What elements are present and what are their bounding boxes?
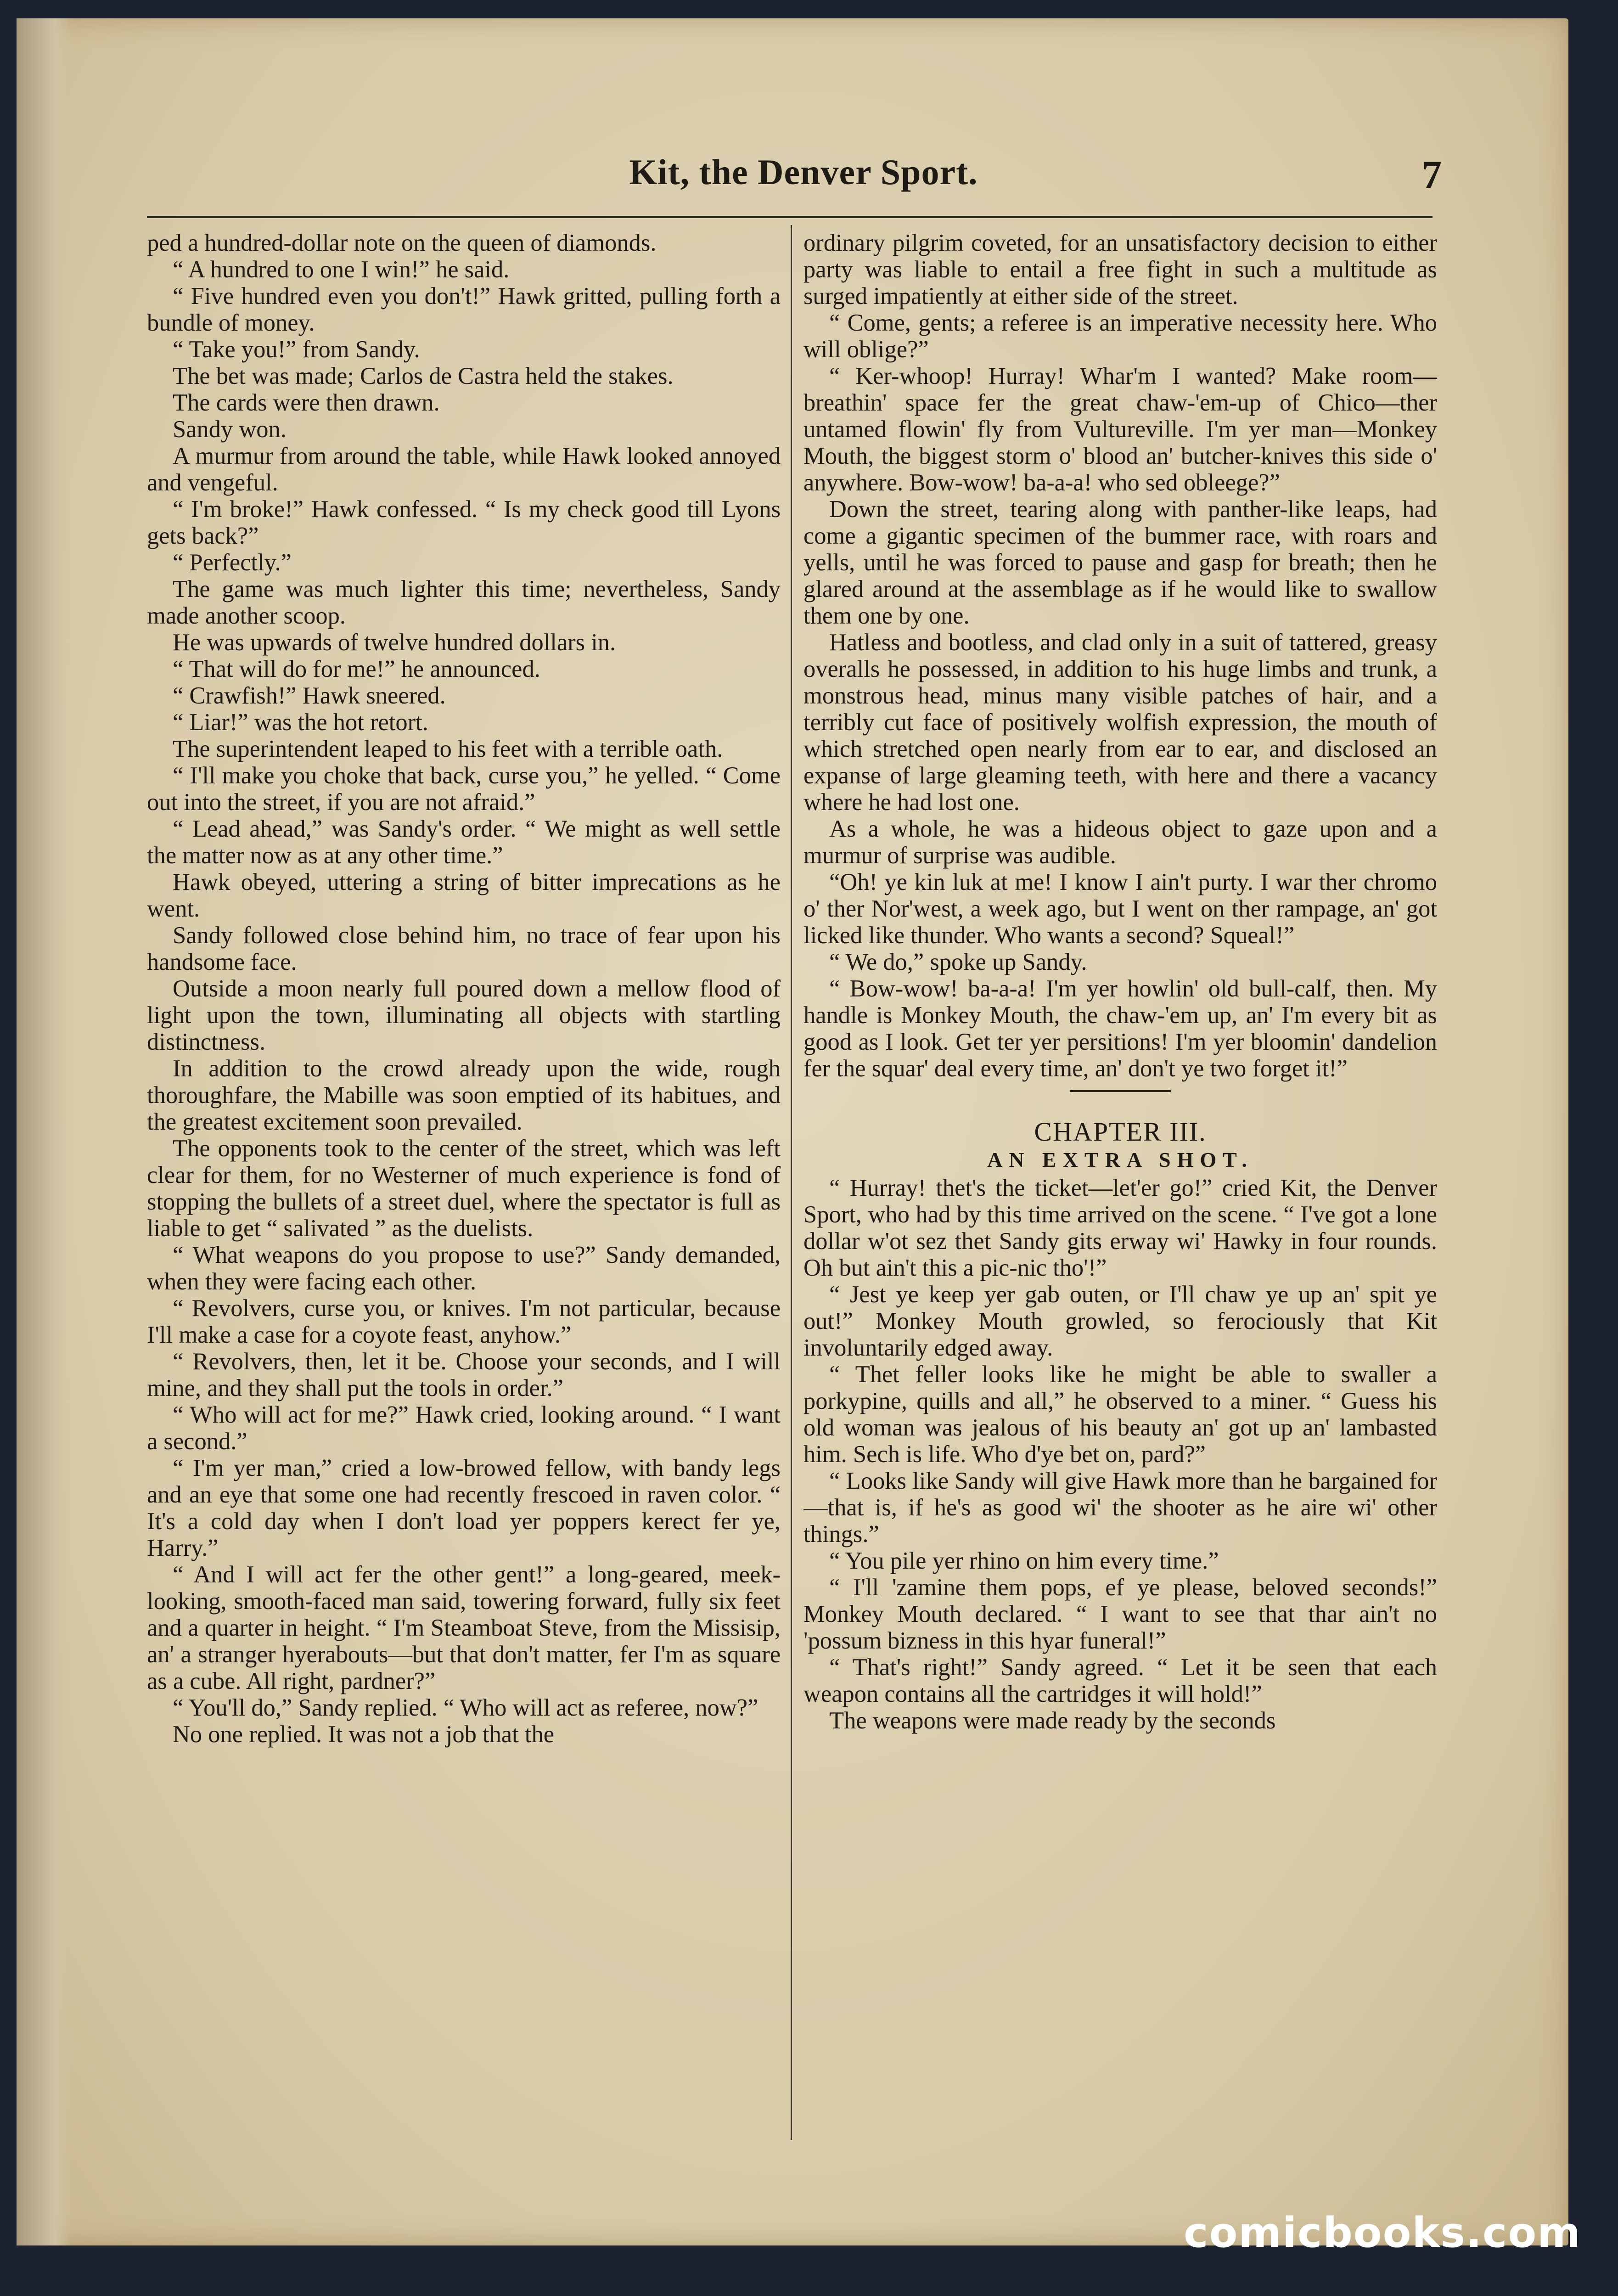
paragraph: “ A hundred to one I win!” he said. [173,256,510,283]
paragraph: “ Hurray! thet's the ticket—let'er go!” cried Kit, the Denver Sport, who had by this time arrived on the scene. “ I've got a lone dollar w'ot sez thet Sandy gits erway wi' Hawky in four rounds. Oh but ain't this a pic-nic tho'!” [803,1175,1437,1281]
paragraph: “ And I will act fer the other gent!” a long-geared, meek-looking, smooth-faced man said, towering forward, fully six feet and a quarter in height. “ I'm Steamboat Steve, from the Missisip, an' a stranger hyerabouts—but that don't matter, fer I'm as square as a cube. All right, pardner?” [147,1561,781,1694]
paragraph: “ You pile yer rhino on him every time.” [829,1548,1219,1574]
paragraph: “ Looks like Sandy will give Hawk more than he bargained for—that is, if he's as good wi' the shooter as he aire wi' other things.” [803,1468,1437,1548]
site-watermark: comicbooks.com [1184,2209,1581,2257]
paragraph: In addition to the crowd already upon the wide, rough thoroughfare, the Mabille was soon emptied of its habitues, and the greatest excitement soon prevailed. [147,1055,781,1135]
column-divider [791,225,792,2140]
paragraph: ordinary pilgrim coveted, for an unsatisfactory decision to either party was liable to entail a free fight in such a multitude as surged impatiently at either side of the street. [803,230,1437,310]
paragraph: Hatless and bootless, and clad only in a suit of tattered, greasy overalls he possessed, in addition to his huge limbs and trunk, a monstrous head, minus many visible patches of hair, and a terribly cut face of positively wolfish expression, the mouth of which stretched open nearly from ear to ear, and disclosed an expanse of large gleaming teeth, with here and there a vacancy where he had lost one. [803,629,1437,816]
paragraph: “ That's right!” Sandy agreed. “ Let it be seen that each weapon contains all the cartridges it will hold!” [803,1654,1437,1707]
paragraph: “ Revolvers, curse you, or knives. I'm not particular, because I'll make a case for a coyote feast, anyhow.” [147,1295,781,1348]
paragraph: The weapons were made ready by the seconds [829,1707,1276,1734]
chapter-rule [1070,1090,1171,1092]
paragraph: Down the street, tearing along with panther-like leaps, had come a gigantic specimen of the bummer race, with roars and yells, until he was forced to pause and gasp for breath; then he glared around at the assemblage as if he would like to swallow them one by one. [803,496,1437,629]
paragraph: Outside a moon nearly full poured down a mellow flood of light upon the town, illuminating all objects with startling distinctness. [147,975,781,1055]
paragraph: “ Revolvers, then, let it be. Choose your seconds, and I will mine, and they shall put the tools in order.” [147,1348,781,1401]
chapter-title: CHAPTER III. [1034,1117,1207,1147]
paragraph: “ Five hundred even you don't!” Hawk gritted, pulling forth a bundle of money. [147,283,781,336]
paragraph: The bet was made; Carlos de Castra held the stakes. [173,363,674,389]
paragraph: “ I'll 'zamine them pops, ef ye please, beloved seconds!” Monkey Mouth declared. “ I want to see that thar ain't no 'possum bizness in this hyar funeral!” [803,1574,1437,1654]
paragraph: “ That will do for me!” he announced. [173,656,540,682]
paragraph: The cards were then drawn. [173,389,440,416]
paragraph: “ Bow-wow! ba-a-a! I'm yer howlin' old bull-calf, then. My handle is Monkey Mouth, the chaw-'em up, an' I'm every bit as good as I look. Get ter yer persitions! I'm yer bloomin' dandelion fer the squar' deal every time, an' don't ye two forget it!” [803,975,1437,1082]
paragraph: “ I'm broke!” Hawk confessed. “ Is my check good till Lyons gets back?” [147,496,781,549]
paragraph: “ Come, gents; a referee is an imperative necessity here. Who will oblige?” [803,310,1437,363]
paragraph: “ Crawfish!” Hawk sneered. [173,682,446,709]
left-column [147,230,781,2131]
paragraph: “ We do,” spoke up Sandy. [829,949,1087,975]
paragraph: “ Lead ahead,” was Sandy's order. “ We might as well settle the matter now as at any other time.” [147,816,781,869]
running-header-title: Kit, the Denver Sport. [629,152,978,192]
paragraph: “ I'll make you choke that back, curse you,” he yelled. “ Come out into the street, if you are not afraid.” [147,762,781,816]
paragraph: “ Liar!” was the hot retort. [173,709,428,736]
paragraph: “ Thet feller looks like he might be able to swaller a porkypine, quills and all,” he observed to a miner. “ Guess his old woman was jealous of his beauty an' got up an' lambasted him. Sech is life. Who d'ye bet on, pard?” [803,1361,1437,1468]
paragraph: “ Ker-whoop! Hurray! Whar'm I wanted? Make room—breathin' space fer the great chaw-'em-up of Chico—ther untamed flowin' fly from Vultureville. I'm yer man—Monkey Mouth, the biggest storm o' blood an' butcher-knives this side o' anywhere. Bow-wow! ba-a-a! who sed obleege?” [803,363,1437,496]
paragraph: “ You'll do,” Sandy replied. “ Who will act as referee, now?” [173,1694,758,1721]
paragraph: Hawk obeyed, uttering a string of bitter imprecations as he went. [147,869,781,922]
paragraph: “ Jest ye keep yer gab outen, or I'll chaw ye up an' spit ye out!” Monkey Mouth growled, so ferociously that Kit involuntarily edged away. [803,1281,1437,1361]
paragraph: The opponents took to the center of the street, which was left clear for them, for no Westerner of much experience is fond of stopping the bullets of a street duel, where the spectator is full as liable to get “ salivated ” as the duelists. [147,1135,781,1242]
paragraph: A murmur from around the table, while Hawk looked annoyed and vengeful. [147,443,781,496]
paragraph: No one replied. It was not a job that the [173,1721,555,1748]
paragraph: Sandy followed close behind him, no trace of fear upon his handsome face. [147,922,781,975]
paragraph: Sandy won. [173,416,287,443]
paragraph: He was upwards of twelve hundred dollars in. [173,629,616,656]
page-spine-shadow [17,18,72,2245]
paragraph: “ Perfectly.” [173,549,292,576]
paragraph: “ Who will act for me?” Hawk cried, looking around. “ I want a second.” [147,1401,781,1455]
right-column [803,230,1437,2131]
header-rule [147,216,1433,218]
paragraph: The superintendent leaped to his feet with a terrible oath. [173,736,723,762]
paragraph: “ What weapons do you propose to use?” Sandy demanded, when they were facing each other. [147,1242,781,1295]
paragraph: “ Take you!” from Sandy. [173,336,420,363]
chapter-subtitle: AN EXTRA SHOT. [987,1148,1253,1171]
paragraph: “ I'm yer man,” cried a low-browed fellow, with bandy legs and an eye that some one had recently frescoed in raven color. “ It's a cold day when I don't load yer poppers kerect fer ye, Harry.” [147,1455,781,1561]
paragraph: The game was much lighter this time; nevertheless, Sandy made another scoop. [147,576,781,629]
paragraph: ped a hundred-dollar note on the queen of diamonds. [147,230,657,256]
paragraph: As a whole, he was a hideous object to gaze upon and a murmur of surprise was audible. [803,816,1437,869]
page-number: 7 [1422,152,1442,197]
paragraph: “Oh! ye kin luk at me! I know I ain't purty. I war ther chromo o' ther Nor'west, a week ago, but I went on ther rampage, an' got licked like thunder. Who wants a second? Squeal!” [803,869,1437,949]
